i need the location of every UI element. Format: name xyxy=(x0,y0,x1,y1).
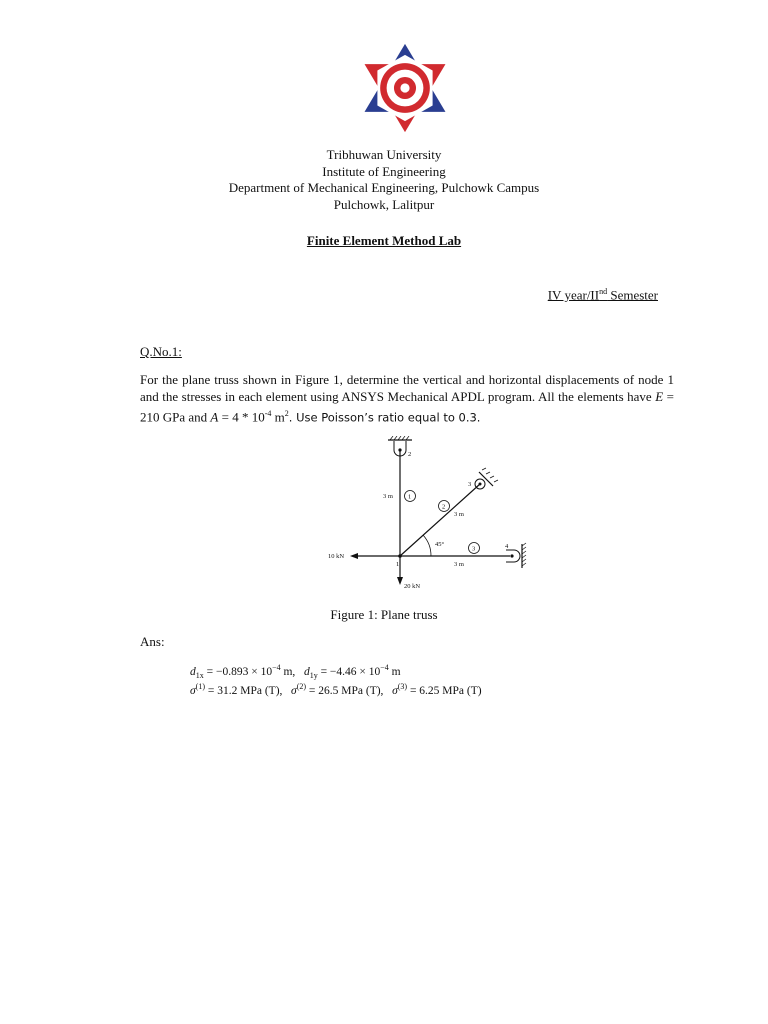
area-unit-exponent: 2 xyxy=(284,409,289,418)
semester-label xyxy=(548,287,658,303)
d1x-value: = −0.893 × 10 xyxy=(203,665,273,678)
semester-sup: nd xyxy=(599,287,608,296)
sigma1-superscript: (1) xyxy=(195,682,205,691)
lab-title: Finite Element Method Lab xyxy=(306,233,462,248)
load-arrow-horizontal xyxy=(350,553,400,559)
label-load-vertical: 20 kN xyxy=(404,583,421,590)
sigma1-value: = 31.2 MPa (T), xyxy=(205,684,283,697)
sigma1-symbol: σ xyxy=(190,684,196,697)
sigma3-value: = 6.25 MPa (T) xyxy=(407,684,482,697)
sigma3-superscript: (3) xyxy=(397,682,408,691)
label-node-2: 2 xyxy=(408,451,412,458)
label-element-2: 2 xyxy=(442,503,446,511)
d1y-symbol: d xyxy=(303,665,310,678)
label-node-3: 3 xyxy=(468,481,472,488)
modulus-symbol: E xyxy=(655,389,664,404)
question-number: Q.No.1: xyxy=(140,344,182,359)
label-length-1: 3 m xyxy=(383,493,393,500)
label-load-horizontal: 10 kN xyxy=(328,553,345,560)
area-exponent: -4 xyxy=(264,409,272,418)
label-length-3: 3 m xyxy=(454,561,464,568)
label-node-4: 4 xyxy=(505,543,509,550)
d1y-exponent: −4 xyxy=(380,663,389,672)
label-element-1: 1 xyxy=(408,493,412,501)
answer-displacements xyxy=(190,663,401,680)
label-node-1: 1 xyxy=(396,561,400,568)
d1x-subscript: 1x xyxy=(195,671,204,681)
area-unit: m xyxy=(271,409,285,425)
modulus-value: = 210 GPa and xyxy=(140,389,674,425)
sigma2-value: = 26.5 MPa (T), xyxy=(306,684,384,697)
label-element-3: 3 xyxy=(472,545,476,553)
header-line-institute: Institute of Engineering xyxy=(322,163,446,179)
university-logo xyxy=(359,42,451,134)
d1y-unit: m xyxy=(388,665,401,678)
institution-header xyxy=(0,147,768,213)
answer-label: Ans: xyxy=(140,634,165,649)
angle-arc xyxy=(423,535,431,556)
answer-stresses xyxy=(190,682,482,697)
question-text xyxy=(140,371,674,426)
logo-center-dot xyxy=(400,83,409,92)
header-line-location: Pulchowk, Lalitpur xyxy=(333,196,435,212)
sigma2-symbol: σ xyxy=(291,684,297,697)
semester-prefix: IV year/II xyxy=(547,287,600,303)
header-line-department: Department of Mechanical Engineering, Pulchowk Campus xyxy=(228,180,540,195)
d1y-subscript: 1y xyxy=(309,671,318,681)
question-part1: For the plane truss shown in Figure 1, determine the vertical and horizontal displacements of node 1 and the stresses in each element using ANSYS Mechanical APDL program. All the elements have xyxy=(140,372,674,404)
sigma2-superscript: (2) xyxy=(296,682,307,691)
header-line-university: Tribhuwan University xyxy=(326,147,442,162)
d1y-value: = −4.46 × 10 xyxy=(317,665,381,678)
area-value: = 4 * 10 xyxy=(218,409,265,425)
area-symbol: A xyxy=(210,409,219,425)
question-part2: . Use Poisson’s ratio equal to 0.3. xyxy=(288,410,481,425)
d1x-exponent: −4 xyxy=(272,663,281,672)
semester-suffix: Semester xyxy=(607,287,658,303)
label-length-2: 3 m xyxy=(454,511,464,518)
sigma3-symbol: σ xyxy=(392,684,398,697)
plane-truss-figure xyxy=(300,436,540,596)
figure-caption: Figure 1: Plane truss xyxy=(330,607,438,622)
label-angle: 45° xyxy=(435,541,445,548)
d1x-unit: m, xyxy=(280,665,296,678)
d1x-symbol: d xyxy=(190,665,196,678)
